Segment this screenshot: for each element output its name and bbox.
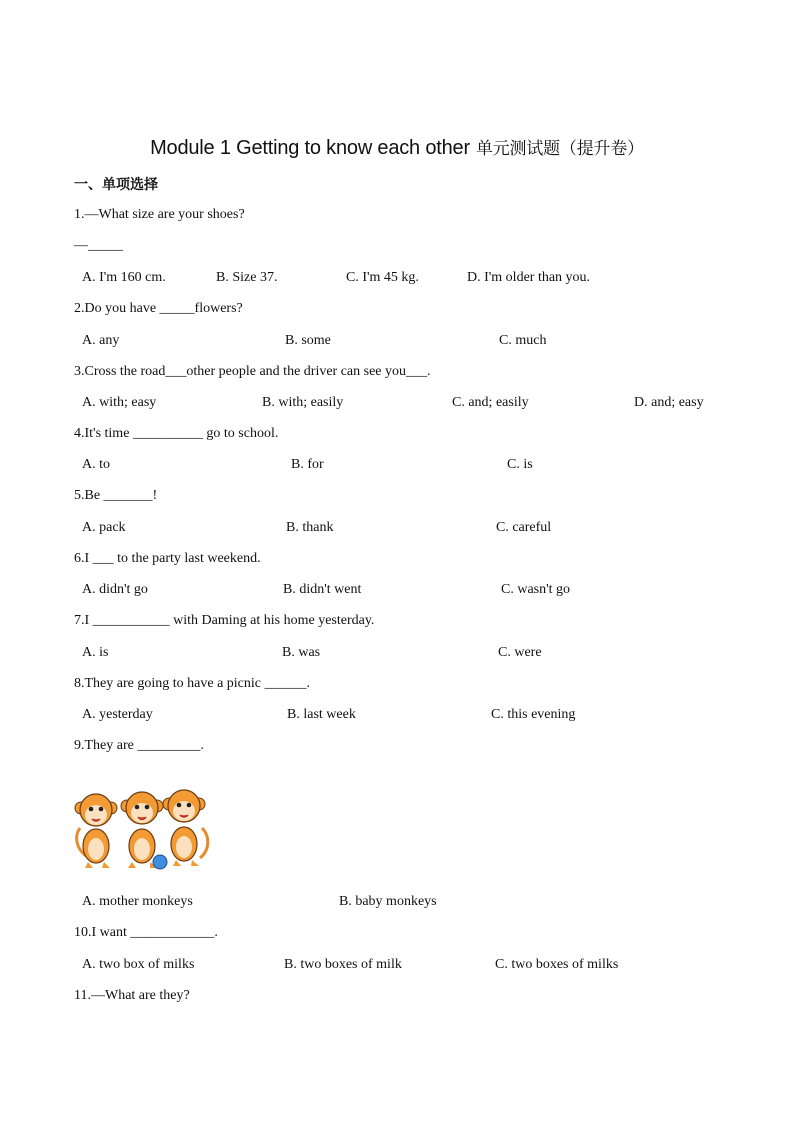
question-6-option-c[interactable]: C. wasn't go [501, 582, 571, 597]
question-3-option-b[interactable]: B. with; easily [262, 395, 344, 410]
section-heading: 一、单项选择 [74, 177, 158, 193]
title-chinese: 单元测试题（提升卷） [475, 139, 644, 159]
page-title [0, 134, 794, 160]
question-1-option-a[interactable]: A. I'm 160 cm. [82, 270, 166, 285]
question-1-option-c[interactable]: C. I'm 45 kg. [346, 270, 419, 285]
question-8-option-a[interactable]: A. yesterday [82, 707, 153, 722]
question-7-stem: 7.I ___________ with Daming at his home yesterday. [74, 613, 375, 628]
question-5-option-a[interactable]: A. pack [82, 520, 126, 535]
question-8-stem: 8.They are going to have a picnic ______. [74, 676, 310, 691]
question-8-option-c[interactable]: C. this evening [491, 707, 576, 722]
monkey-icon [75, 794, 117, 868]
question-3-stem: 3.Cross the road___other people and the driver can see you___. [74, 364, 431, 379]
monkeys-illustration [72, 778, 212, 874]
question-5-option-c[interactable]: C. careful [496, 520, 552, 535]
question-1-answer-line: —_____ [74, 238, 123, 253]
question-4-option-b[interactable]: B. for [291, 457, 324, 472]
question-5-option-b[interactable]: B. thank [286, 520, 334, 535]
question-6-option-b[interactable]: B. didn't went [283, 582, 362, 597]
question-4-option-a[interactable]: A. to [82, 457, 110, 472]
question-10-option-a[interactable]: A. two box of milks [82, 957, 195, 972]
question-1-stem: 1.—What size are your shoes? [74, 207, 245, 222]
question-9-stem: 9.They are _________. [74, 738, 204, 753]
question-7-option-b[interactable]: B. was [282, 645, 321, 660]
question-10-option-c[interactable]: C. two boxes of milks [495, 957, 619, 972]
question-1-option-d[interactable]: D. I'm older than you. [467, 270, 591, 285]
question-2-stem: 2.Do you have _____flowers? [74, 301, 243, 316]
question-6-option-a[interactable]: A. didn't go [82, 582, 148, 597]
question-4-stem: 4.It's time __________ go to school. [74, 426, 279, 441]
question-9-option-a[interactable]: A. mother monkeys [82, 894, 193, 909]
question-3-option-a[interactable]: A. with; easy [82, 395, 157, 410]
question-10-option-b[interactable]: B. two boxes of milk [284, 957, 402, 972]
question-8-option-b[interactable]: B. last week [287, 707, 356, 722]
question-3-option-c[interactable]: C. and; easily [452, 395, 529, 410]
title-english: Module 1 Getting to know each other [150, 137, 470, 159]
question-10-stem: 10.I want ____________. [74, 925, 218, 940]
question-6-stem: 6.I ___ to the party last weekend. [74, 551, 261, 566]
question-9-option-b[interactable]: B. baby monkeys [339, 894, 437, 909]
question-2-option-b[interactable]: B. some [285, 333, 331, 348]
question-2-option-c[interactable]: C. much [499, 333, 547, 348]
ball-icon [153, 855, 167, 869]
question-1-option-b[interactable]: B. Size 37. [216, 270, 278, 285]
question-3-option-d[interactable]: D. and; easy [634, 395, 704, 410]
question-2-option-a[interactable]: A. any [82, 333, 120, 348]
question-5-stem: 5.Be _______! [74, 488, 158, 503]
question-4-option-c[interactable]: C. is [507, 457, 533, 472]
question-7-option-c[interactable]: C. were [498, 645, 542, 660]
monkey-icon [163, 790, 208, 866]
question-11-stem: 11.—What are they? [74, 988, 190, 1003]
question-7-option-a[interactable]: A. is [82, 645, 109, 660]
